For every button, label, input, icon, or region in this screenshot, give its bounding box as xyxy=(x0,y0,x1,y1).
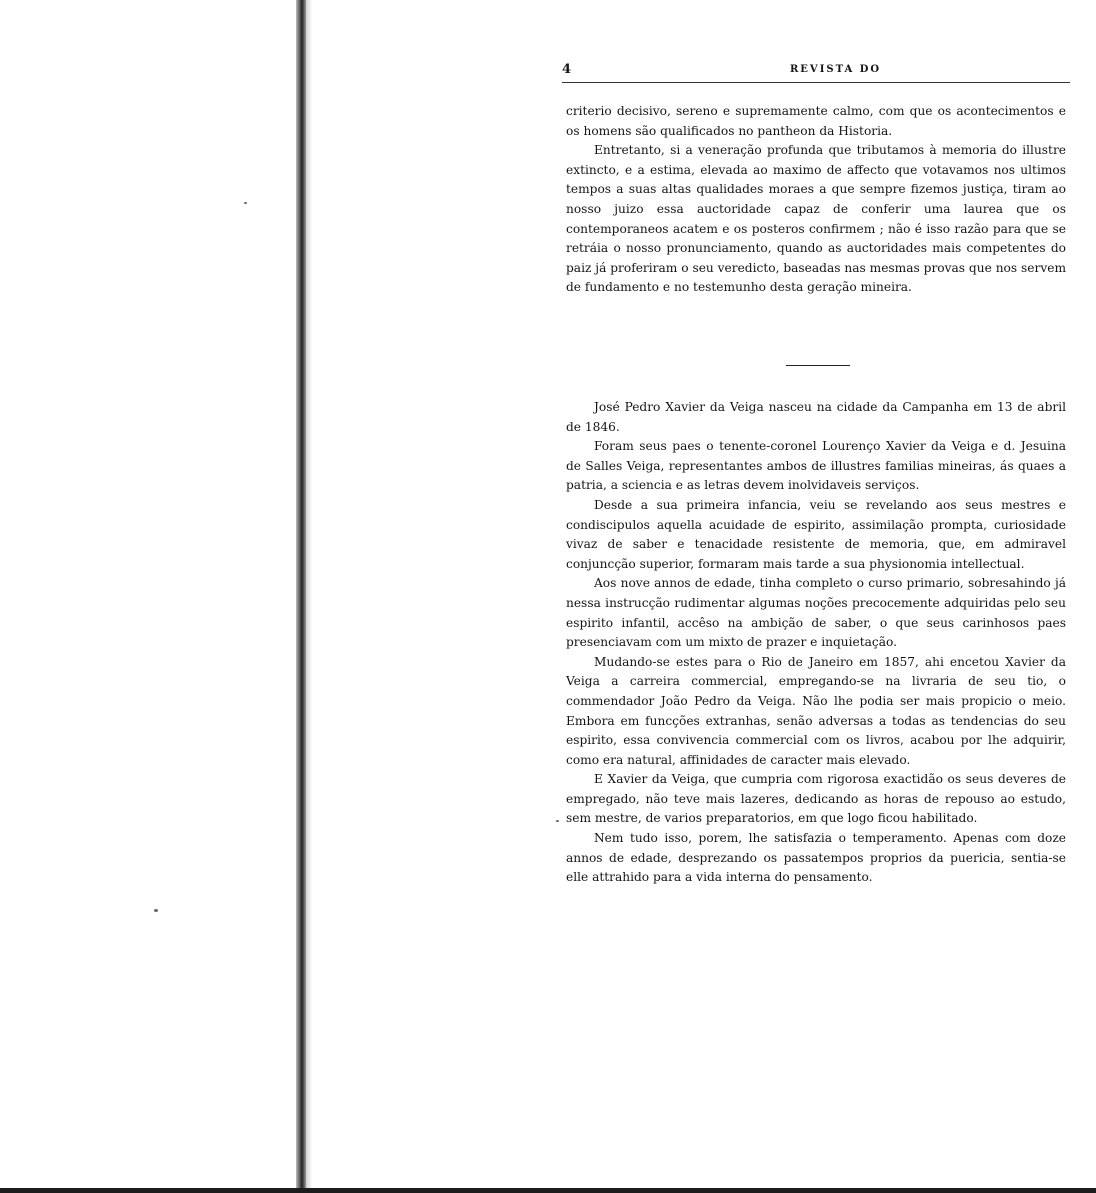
paragraph: criterio decisivo, sereno e supremamente calmo, com que os acontecimentos e os homens são qualificados no pantheon da Historia. xyxy=(566,104,1066,138)
gutter-shadow xyxy=(306,0,312,1193)
scan-speck xyxy=(556,820,559,822)
bottom-text-block xyxy=(566,398,1066,888)
paragraph: Foram seus paes o tenente-coronel Lourenço Xavier da Veiga e d. Jesuina de Salles Veiga, representantes ambos de illustres familias mineiras, ás quaes a patria, a sciencia e as letras devem inolvidaveis serviços. xyxy=(566,439,1066,493)
top-text-block xyxy=(566,102,1066,298)
page-number: 4 xyxy=(562,62,572,77)
page-header xyxy=(562,60,1070,84)
running-title: REVISTA DO xyxy=(790,64,882,75)
section-separator xyxy=(786,365,850,366)
scan-bottom-edge xyxy=(0,1188,1096,1193)
scan-speck xyxy=(154,909,158,912)
paragraph: Nem tudo isso, porem, lhe satisfazia o temperamento. Apenas com doze annos de edade, desprezando os passatempos proprios da puericia, sentia-se elle attrahido para a vida interna do pensamento. xyxy=(566,831,1066,885)
paragraph: Desde a sua primeira infancia, veiu se revelando aos seus mestres e condiscipulos aquella acuidade de espirito, assimilação prompta, curiosidade vivaz de saber e tenacidade resistente de memoria, que, em admiravel conjuncção superior, formaram mais tarde a sua physionomia intellectual. xyxy=(566,497,1066,571)
paragraph: Aos nove annos de edade, tinha completo o curso primario, sobresahindo já nessa instrucção rudimentar algumas noções precocemente adquiridas pelo seu espirito infantil, accêso na ambição de saber, o que seus carinhosos paes presenciavam com um mixto de prazer e inquietação. xyxy=(566,576,1066,650)
header-rule xyxy=(562,82,1070,83)
scan-speck xyxy=(244,202,247,204)
paragraph: José Pedro Xavier da Veiga nasceu na cidade da Campanha em 13 de abril de 1846. xyxy=(566,400,1066,434)
paragraph: Entretanto, si a veneração profunda que tributamos à memoria do illustre extincto, e a estima, elevada ao maximo de affecto que votavamos nos ultimos tempos a suas altas qualidades moraes a que sempre fizemos justiça, tiram ao nosso juizo essa auctoridade capaz de conferir uma laurea que os contemporaneos acatem e os posteros confirmem ; não é isso razão para que se retráia o nosso pronunciamento, quando as auctoridades mais competentes do paiz já proferiram o seu veredicto, baseadas nas mesmas provas que nos servem de fundamento e no testemunho desta geração mineira. xyxy=(566,143,1066,295)
paragraph: Mudando-se estes para o Rio de Janeiro em 1857, ahi encetou Xavier da Veiga a carreira commercial, empregando-se na livraria de seu tio, o commendador João Pedro da Veiga. Não lhe podia ser mais propicio o meio. Embora em funcções extranhas, senão adversas a todas as tendencias do seu espirito, essa convivencia commercial com os livros, acabou por lhe adquirir, como era natural, affinidades de caracter mais elevado. xyxy=(566,654,1066,767)
paragraph: E Xavier da Veiga, que cumpria com rigorosa exactidão os seus deveres de empregado, não teve mais lazeres, dedicando as horas de repouso ao estudo, sem mestre, de varios preparatorios, em que logo ficou habilitado. xyxy=(566,772,1066,826)
book-gutter xyxy=(296,0,306,1193)
